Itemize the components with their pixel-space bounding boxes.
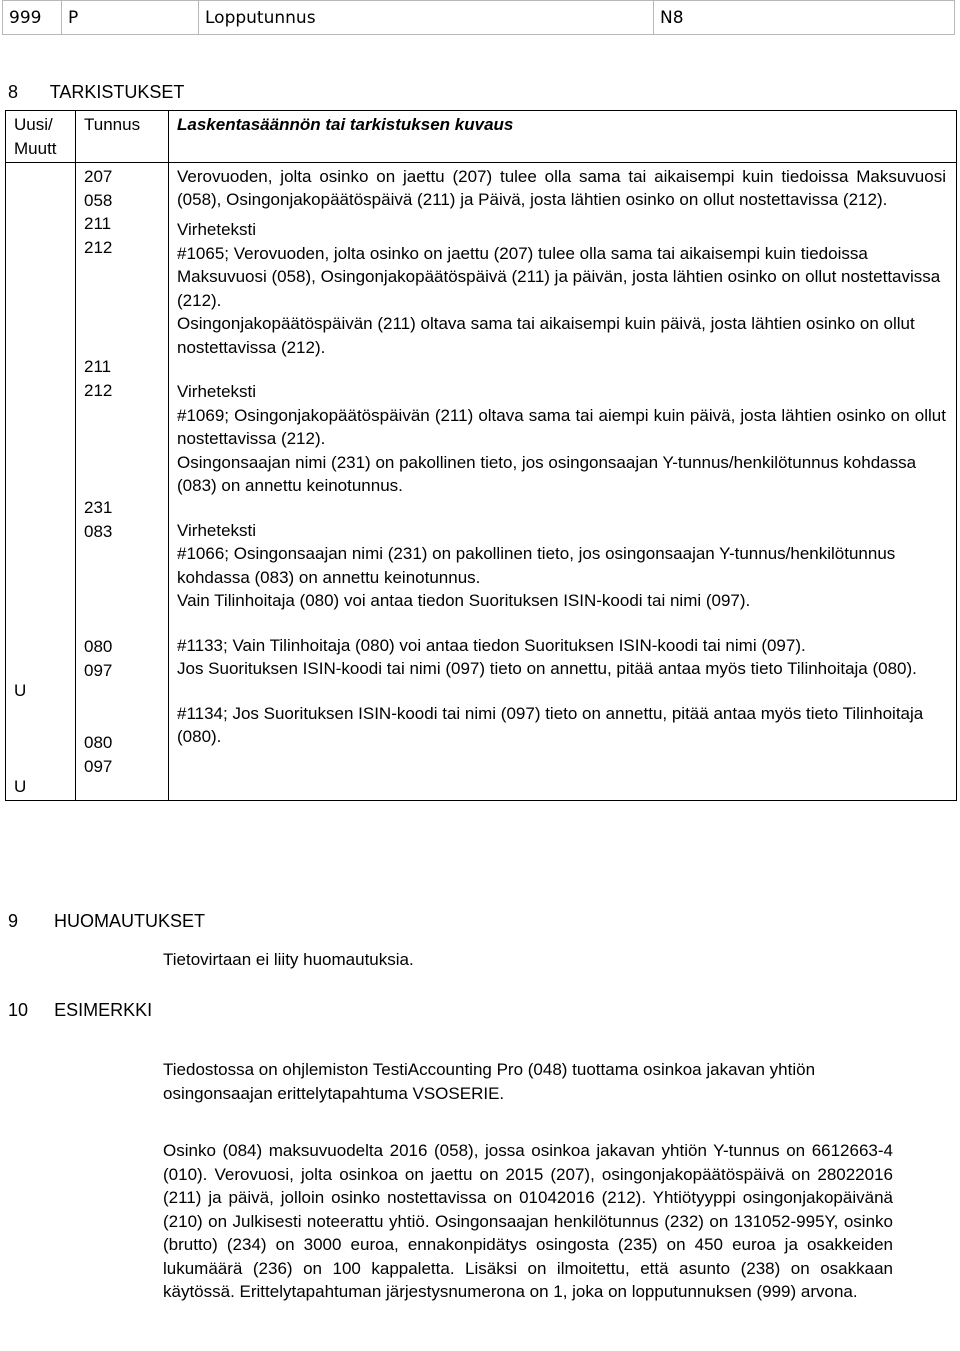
rule-1-code: 212 — [84, 237, 113, 257]
rule-4-new-changed: U — [14, 681, 27, 700]
rule-5-new-changed: U — [14, 776, 27, 796]
section-8-number: 8 — [8, 82, 19, 102]
rule-4-description: Vain Tilinhoitaja (080) voi antaa tiedon Suorituksen ISIN-koodi tai nimi (097). — [177, 591, 751, 610]
rule-3-description: Osingonsaajan nimi (231) on pakollinen tieto, jos osingonsaajan Y-tunnus/henkilötunnus kohdassa (083) on annettu keinotunnus. — [177, 452, 917, 495]
rule-2-error-text: #1069; Osingonjakopäätöspäivän (211) oltava sama tai aiempi kuin päivä, josta lähtien osinko on ollut nostettavissa (212). — [177, 405, 946, 448]
rule-4-codes — [84, 635, 162, 731]
section-8-title: TARKISTUKSET — [49, 82, 185, 102]
record-header-row — [3, 1, 955, 35]
rule-2-description: Osingonjakopäätöspäivän (211) oltava sama tai aikaisempi kuin päivä, josta lähtien osinko on ollut nostettavissa (212). — [177, 314, 915, 357]
header-cell-name: Lopputunnus — [199, 1, 654, 35]
section-9-title: HUOMAUTUKSET — [54, 911, 206, 931]
section-10-paragraph-2: Osinko (084) maksuvuodelta 2016 (058), jossa osinkoa jakavan yhtiön Y-tunnus on 6612663-4 (010). Verovuosi, jolta osinkoa on jaettu on 2015 (207), osingonjakopäätöspäivä on 28022016 (211) ja päivä, jolloin osinko nostettavissa on 01042016 (212). Yhtiötyyppi osingonjakopäivänä (210) on Julkisesti noteerattu yhtiö. Osingonsaajan henkilötunnus (232) on 131052-995Y, osinko (brutto) (234) on 3000 euroa, ennakonpidätys osingosta (235) on 450 euroa ja osakkeiden lukumäärä (236) on 100 kappaletta. Lisäksi on ilmoitettu, että asunto (238) on osakkaan käytössä. Erittelytapahtuman järjestysnumerona on 1, joka on lopputunnuksen (999) arvona. — [163, 1141, 893, 1301]
column-header-code: Tunnus — [76, 111, 169, 163]
rule-1-code: 211 — [84, 214, 112, 233]
section-10-title: ESIMERKKI — [54, 1000, 153, 1020]
rule-4-code: 097 — [84, 660, 113, 680]
column-header-description: Laskentasäännön tai tarkistuksen kuvaus — [169, 111, 957, 163]
rule-5-code: 080 — [84, 733, 113, 752]
rules-table — [5, 110, 957, 801]
section-10-heading — [8, 1000, 152, 1021]
rules-table-header — [6, 111, 957, 163]
column-new-changed — [6, 163, 76, 801]
section-10-paragraph-1: Tiedostossa on ohjlemiston TestiAccounting Pro (048) tuottama osinkoa jakavan yhtiön osingonsaajan erittelytapahtuma VSOSERIE. — [163, 1060, 816, 1103]
section-10-number: 10 — [8, 1000, 29, 1020]
rule-3-codes — [84, 496, 162, 635]
rule-5-description: Jos Suorituksen ISIN-koodi tai nimi (097) tieto on annettu, pitää antaa myös tieto Tilinhoitaja (080). — [177, 659, 917, 678]
rule-2-error-label: Virheteksti — [177, 382, 257, 401]
rule-1-description: Verovuoden, jolta osinko on jaettu (207) tulee olla sama tai aikaisempi kuin tiedoissa Maksuvuosi (058), Osingonjakopäätöspäivä (211) ja Päivä, josta lähtien osinko on ollut nostettavissa (212). — [177, 167, 946, 209]
header-cell-format: N8 — [654, 1, 955, 35]
rule-3-code: 231 — [84, 498, 113, 517]
section-9-heading — [8, 911, 205, 932]
rule-2-codes — [84, 355, 162, 496]
header-cell-position: 999 — [3, 1, 62, 35]
rule-4-code: 080 — [84, 637, 113, 656]
rule-1-code: 058 — [84, 190, 113, 210]
rule-1-code: 207 — [84, 167, 113, 186]
rules-table-body — [6, 163, 957, 801]
section-8-heading — [8, 82, 184, 103]
record-header-table — [2, 0, 955, 35]
rule-5-codes — [84, 731, 162, 778]
rule-2-code: 212 — [84, 380, 113, 400]
section-9-text: Tietovirtaan ei liity huomautuksia. — [163, 950, 414, 969]
rule-3-error-text: #1066; Osingonsaajan nimi (231) on pakollinen tieto, jos osingonsaajan Y-tunnus/henkilötunnus kohdassa (083) on annettu keinotunnus. — [177, 544, 896, 587]
rule-2-code: 211 — [84, 357, 112, 376]
rule-5-code: 097 — [84, 756, 113, 776]
rule-1-codes — [84, 165, 162, 355]
rule-5-error-text: #1134; Jos Suorituksen ISIN-koodi tai nimi (097) tieto on annettu, pitää antaa myös tieto Tilinhoitaja (080). — [177, 703, 924, 746]
rule-3-error-label: Virheteksti — [177, 520, 257, 540]
rule-1-error-label: Virheteksti — [177, 220, 257, 239]
rule-3-code: 083 — [84, 521, 113, 541]
column-descriptions — [169, 163, 957, 801]
rule-1-error-text: #1065; Verovuoden, jolta osinko on jaettu (207) tulee olla sama tai aikaisempi kuin tiedoissa Maksuvuosi (058), Osingonjakopäätöspäivä (211) ja päivän, josta lähtien osinko on ollut nostettavissa (212). — [177, 243, 941, 310]
header-cell-type: P — [62, 1, 199, 35]
section-9-number: 9 — [8, 911, 19, 931]
column-header-new-changed: Uusi/ Muutt — [6, 111, 76, 163]
rule-4-error-text: #1133; Vain Tilinhoitaja (080) voi antaa tiedon Suorituksen ISIN-koodi tai nimi (097). — [177, 635, 806, 655]
column-codes — [76, 163, 169, 801]
